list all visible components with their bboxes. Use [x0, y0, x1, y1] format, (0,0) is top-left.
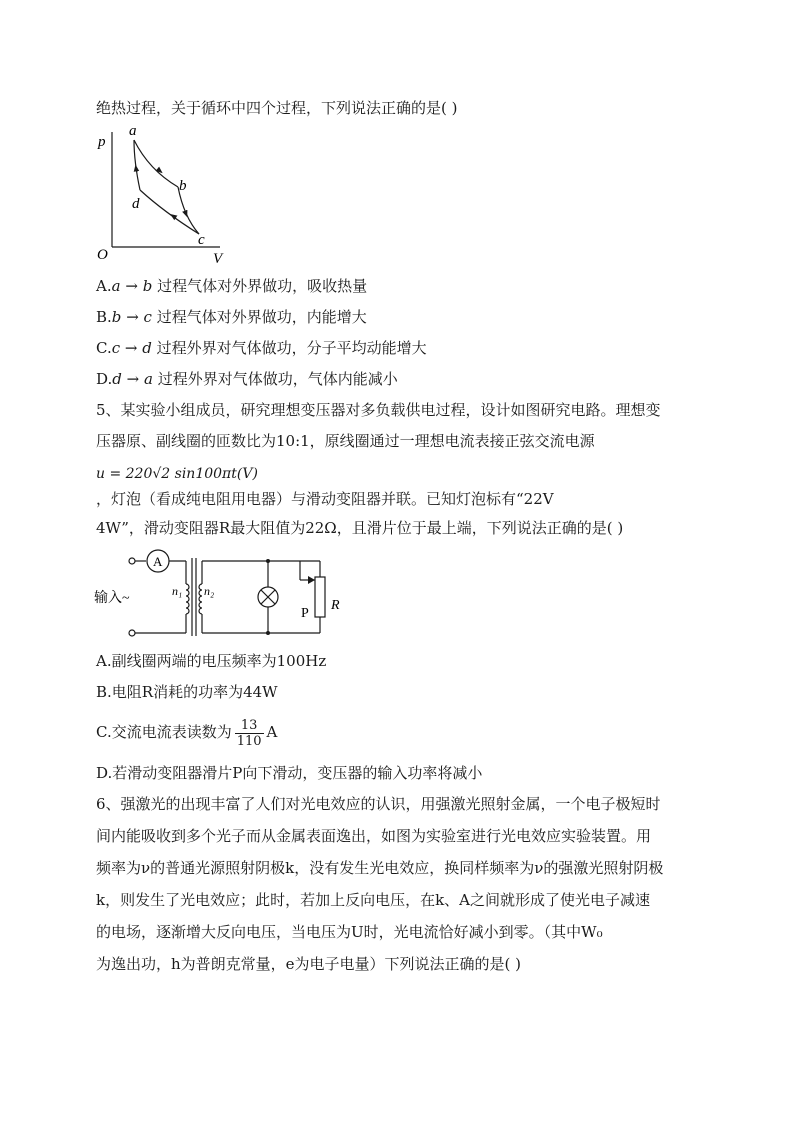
secondary-coil — [199, 584, 202, 614]
q5-option-d: D.若滑动变阻器滑片P向下滑动，变压器的输入功率将减小 — [96, 764, 483, 782]
q6-line3: 频率为ν的普通光源照射阴极k，没有发生光电效应，换同样频率为ν的强激光照射阴极 — [96, 859, 664, 877]
slider-arrow — [308, 576, 315, 584]
label-d: d — [132, 196, 140, 212]
q5-formula: u = 220√2 sin100πt(V) — [96, 466, 258, 482]
q4-option-a: A.a → b 过程气体对外界做功，吸收热量 — [96, 277, 368, 295]
q4-option-b: B.b → c 过程气体对外界做功，内能增大 — [96, 308, 367, 326]
label-v: V — [213, 251, 223, 267]
slider-label: P — [301, 606, 309, 621]
curve-ab — [134, 140, 178, 187]
q4-stem: 绝热过程，关于循环中四个过程，下列说法正确的是( ) — [96, 99, 458, 117]
label-p: p — [98, 134, 106, 150]
q5-line2: 压器原、副线圈的匝数比为10:1，原线圈通过一理想电流表接正弦交流电源 — [96, 432, 595, 450]
ammeter-label: A — [153, 554, 163, 569]
fraction: $\frac{13}{110}$ — [236, 717, 262, 749]
q5-line4: ，灯泡（看成纯电阻用电器）与滑动变阻器并联。已知灯泡标有“22V — [96, 490, 554, 508]
curve-cd — [140, 190, 199, 234]
q6-line1: 6、强激光的出现丰富了人们对光电效应的认识，用强激光照射金属，一个电子极短时 — [96, 795, 661, 813]
label-b: b — [179, 178, 187, 194]
curve-da — [134, 140, 140, 190]
label-c: c — [198, 232, 205, 248]
q5-option-b: B.电阻R消耗的功率为44W — [96, 683, 278, 701]
n1-label: n₁ — [172, 584, 183, 598]
transformer-circuit — [94, 544, 354, 644]
pv-diagram — [94, 122, 234, 267]
q6-line5: 的电场，逐渐增大反向电压，当电压为U时，光电流恰好减小到零。（其中W₀ — [96, 923, 603, 941]
q4-option-d: D.d → a 过程外界对气体做功，气体内能减小 — [96, 370, 398, 388]
primary-coil — [186, 584, 189, 614]
q5-option-c: C.交流电流表读数为 $\frac{13}{110}$ A — [96, 717, 278, 749]
input-terminal-top — [129, 558, 135, 564]
resistor-label: R — [331, 598, 340, 613]
label-a: a — [129, 123, 137, 139]
rheostat — [315, 577, 325, 617]
input-terminal-bottom — [129, 630, 135, 636]
q6-line2: 间内能吸收到多个光子而从金属表面逸出，如图为实验室进行光电效应实验装置。用 — [96, 827, 652, 845]
q5-option-a: A.副线圈两端的电压频率为100Hz — [96, 652, 327, 670]
n2-label: n₂ — [204, 584, 215, 598]
label-origin: O — [97, 247, 108, 263]
q5-line5: 4W”，滑动变阻器R最大阻值为22Ω，且滑片位于最上端，下列说法正确的是( ) — [96, 519, 624, 537]
q4-option-c: C.c → d 过程外界对气体做功，分子平均动能增大 — [96, 339, 427, 357]
q6-line4: k，则发生了光电效应；此时，若加上反向电压，在k、A之间就形成了使光电子减速 — [96, 891, 651, 909]
input-label: 输入~ — [94, 591, 130, 606]
q5-line1: 5、某实验小组成员，研究理想变压器对多负载供电过程，设计如图研究电路。理想变 — [96, 401, 661, 419]
q6-line6: 为逸出功，h为普朗克常量，e为电子电量）下列说法正确的是( ) — [96, 955, 522, 973]
